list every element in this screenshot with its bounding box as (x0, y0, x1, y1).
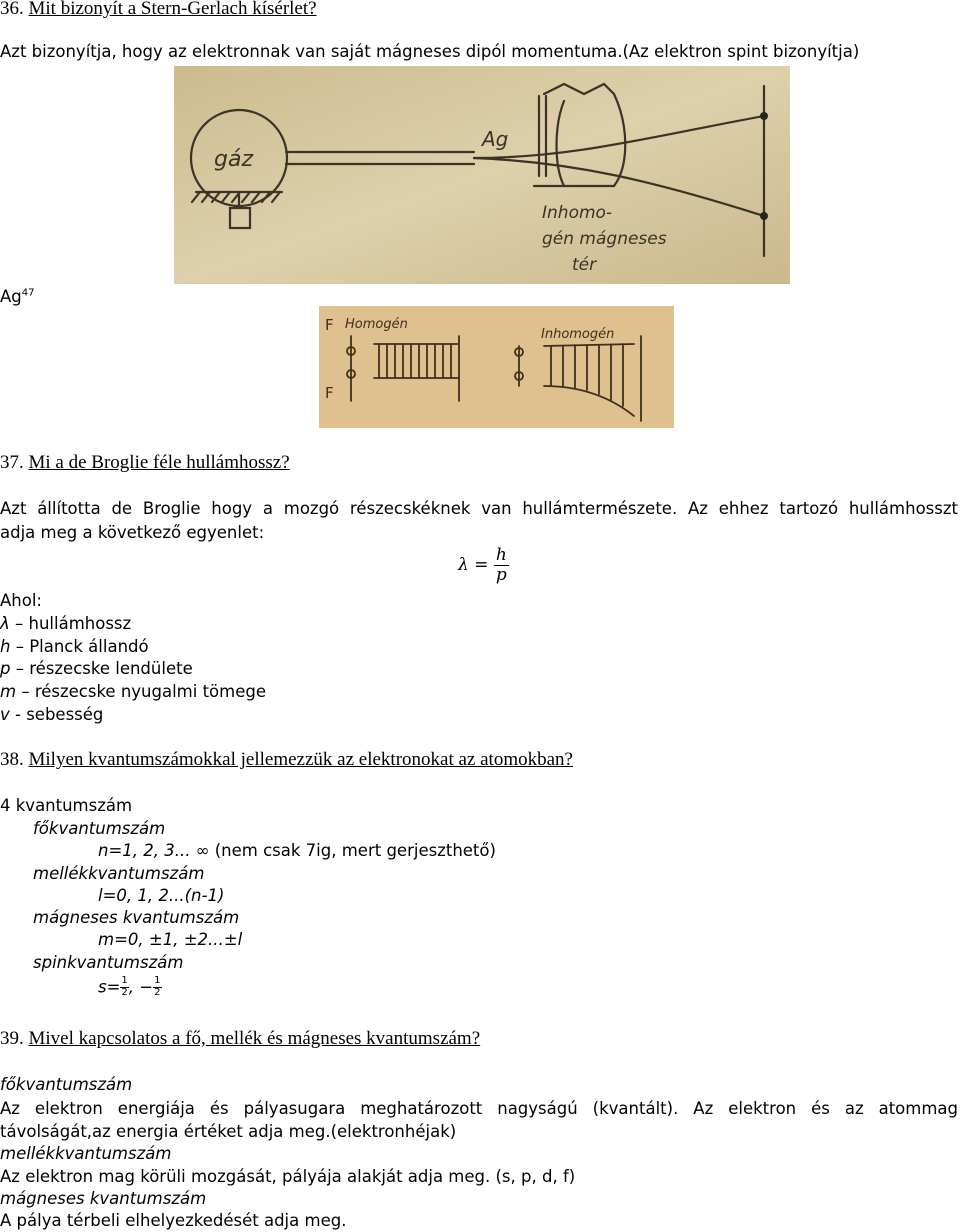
value-extra: ∞ (nem csak 7ig, mert gerjeszthető) (190, 841, 496, 860)
frac-den: 2 (154, 986, 161, 998)
sketch2-label-f-bottom: F (325, 384, 334, 402)
def-text: – hullámhossz (9, 614, 132, 633)
formula-denominator: p (495, 564, 507, 585)
formula-fraction (494, 546, 509, 584)
q36-number: 36. (0, 0, 24, 19)
q39-mellek-label: mellékkvantumszám (0, 1144, 172, 1163)
sketch-label-field-2: gén mágneses (542, 229, 667, 249)
homogeneous-field-sketch (319, 306, 674, 428)
q39-fo-line1: Az elektron energiája és pályasugara meghatározott nagyságú (kvantált). Az elektron és az atommag (0, 1099, 958, 1118)
sketch2-label-homogen: Homogén (345, 317, 408, 332)
frac-num: 1 (154, 975, 161, 986)
q39-magneses-text: A pálya térbeli elhelyezkedését adja meg. (0, 1211, 347, 1230)
def-symbol: m (0, 682, 17, 701)
q38-item-mellek-name: mellékkvantumszám (33, 864, 205, 883)
def-symbol: λ (0, 614, 10, 633)
q38-item-mellek-value: l=0, 1, 2...(n-1) (98, 886, 225, 905)
sketch2-label-f-top: F (325, 316, 334, 334)
q36-heading (0, 0, 317, 20)
spin-prefix: s= (98, 977, 121, 997)
spin-sep: , − (128, 977, 154, 997)
ag-label-sup: 47 (21, 287, 35, 299)
def-text: - sebesség (9, 705, 104, 724)
def-item-lambda (0, 614, 131, 633)
spin-frac-negative (153, 976, 161, 998)
def-text: – Planck állandó (10, 637, 149, 656)
def-item-m (0, 682, 266, 701)
q38-item-fo-name: főkvantumszám (33, 819, 166, 838)
q37-answer-line2: adja meg a következő egyenlet: (0, 523, 265, 542)
q39-number: 39. (0, 1028, 24, 1049)
formula-lhs: λ = (458, 555, 489, 576)
ag-label (0, 287, 35, 306)
q39-heading (0, 1028, 480, 1050)
stern-gerlach-sketch-photo (174, 66, 790, 284)
q37-title: Mi a de Broglie féle hullámhossz? (28, 452, 290, 473)
homogeneous-field-sketch-photo (319, 306, 674, 428)
value-text: n=1, 2, 3... (98, 841, 191, 860)
q36-answer: Azt bizonyítja, hogy az elektronnak van saját mágneses dipól momentuma.(Az elektron spint bizonyítja) (0, 42, 860, 61)
q37-heading (0, 452, 290, 474)
def-text: – részecske nyugalmi tömege (16, 682, 266, 701)
q38-heading (0, 749, 573, 771)
def-symbol: p (0, 659, 11, 678)
formula-numerator: h (495, 545, 507, 565)
q38-item-magneses-value: m=0, ±1, ±2...±l (98, 930, 243, 949)
q39-fo-label: főkvantumszám (0, 1075, 133, 1094)
de-broglie-formula (458, 546, 509, 584)
def-symbol: h (0, 637, 11, 656)
q38-item-fo-value (98, 841, 496, 860)
q38-item-spin-name: spinkvantumszám (33, 953, 184, 972)
def-item-h (0, 637, 149, 656)
sketch2-label-inhomogen: Inhomogén (541, 327, 615, 342)
q37-answer-line1: Azt állította de Broglie hogy a mozgó részecskéknek van hullámtermészete. Az ehhez tartozó hullámhosszt (0, 499, 958, 518)
q38-intro: 4 kvantumszám (0, 796, 133, 815)
q36-title: Mit bizonyít a Stern-Gerlach kísérlet? (28, 0, 317, 19)
def-item-p (0, 659, 193, 678)
ag-label-text: Ag (0, 287, 22, 306)
q38-title: Milyen kvantumszámokkal jellemezzük az elektronokat az atomokban? (28, 749, 573, 770)
def-item-v (0, 705, 103, 724)
q39-title: Mivel kapcsolatos a fő, mellék és mágneses kvantumszám? (28, 1028, 481, 1049)
q38-item-spin-value (98, 976, 162, 998)
q39-magneses-label: mágneses kvantumszám (0, 1189, 207, 1208)
frac-num: 1 (121, 975, 128, 986)
q38-item-magneses-name: mágneses kvantumszám (33, 908, 240, 927)
frac-den: 2 (121, 986, 128, 998)
q38-number: 38. (0, 749, 24, 770)
sketch-label-ag: Ag (482, 127, 509, 151)
def-text: – részecske lendülete (10, 659, 193, 678)
def-symbol: v (0, 705, 10, 724)
q39-mellek-text: Az elektron mag körüli mozgását, pályája alakját adja meg. (s, p, d, f) (0, 1167, 576, 1186)
q37-where: Ahol: (0, 591, 42, 610)
spin-frac-positive (120, 976, 128, 998)
sketch-label-field-1: Inhomo- (542, 203, 613, 223)
q39-fo-line2: távolságát,az energia értéket adja meg.(elektronhéjak) (0, 1122, 457, 1141)
sketch-label-gaz: gáz (214, 147, 253, 172)
sketch-label-field-3: tér (572, 255, 597, 275)
stern-gerlach-sketch (174, 66, 790, 284)
q37-number: 37. (0, 452, 24, 473)
